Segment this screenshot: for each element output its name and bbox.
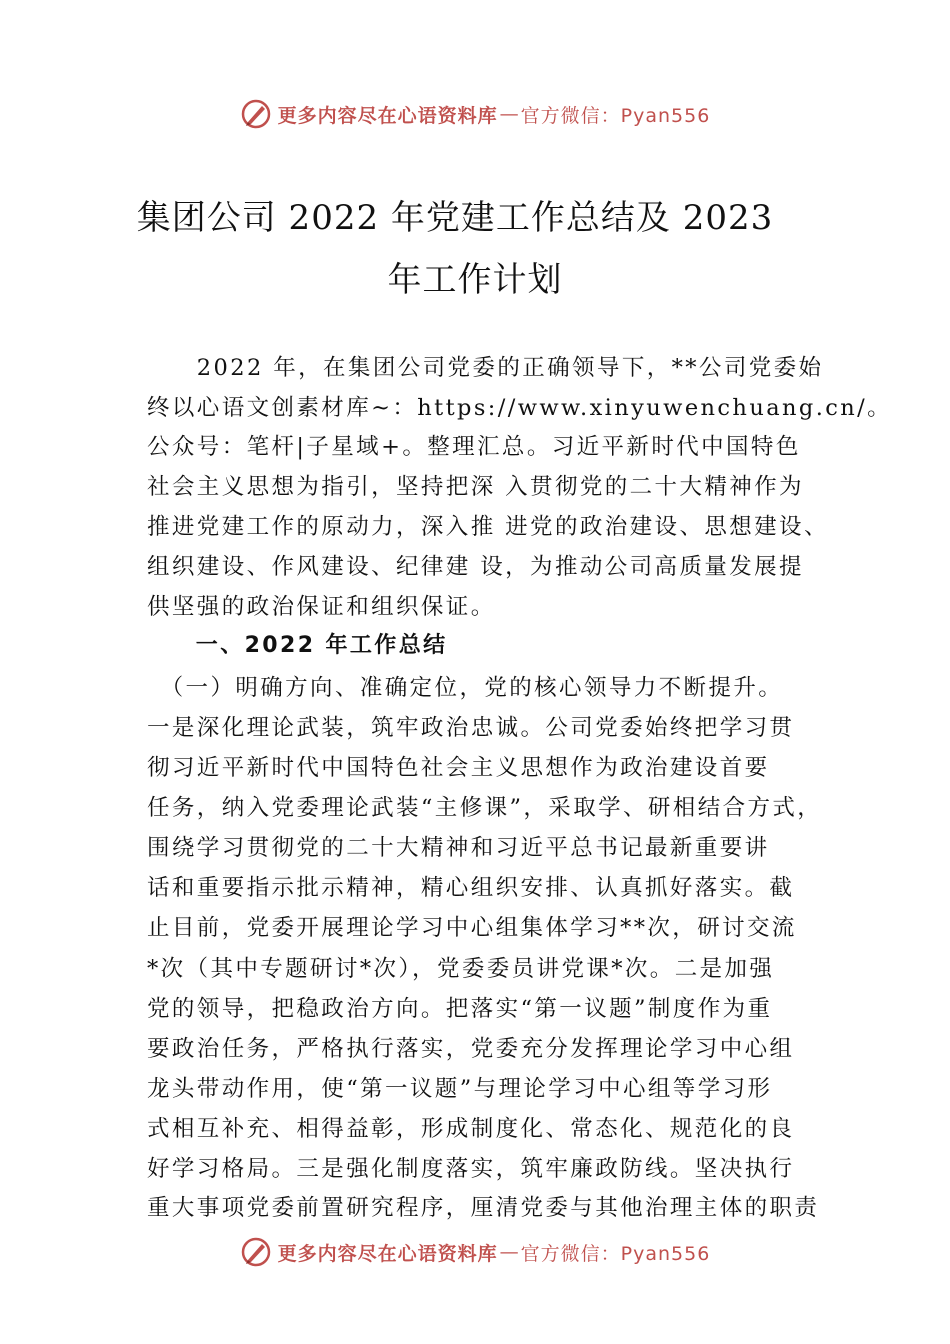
watermark-brand: 更多内容尽在心语资料库 [277, 104, 498, 127]
body-line-21: 好学习格局。三是强化制度落实，筑牢廉政防线。坚决执行 [147, 1156, 795, 1182]
section-heading: 一、2022 年工作总结 [147, 633, 448, 658]
watermark-contact: 官方微信：Pyan556 [520, 104, 711, 127]
body-line-15: 止目前，党委开展理论学习中心组集体学习**次，研讨交流 [147, 915, 797, 941]
body-line-4: 社会主义思想为指引，坚持把深 入贯彻党的二十大精神作为 [147, 474, 804, 500]
watermark-separator: — [499, 1241, 519, 1263]
watermark-brand: 更多内容尽在心语资料库 [277, 1242, 498, 1265]
body-line-17: 党的领导，把稳政治方向。把落实“第一议题”制度作为重 [147, 996, 773, 1022]
body-line-5: 推进党建工作的原动力，深入推 进党的政治建设、思想建设、 [147, 514, 829, 540]
watermark-banner-top [0, 94, 950, 134]
body-line-10: 一是深化理论武装，筑牢政治忠诚。公司党委始终把学习贯 [147, 715, 795, 741]
body-line-6: 组织建设、作风建设、纪律建 设，为推动公司高质量发展提 [147, 554, 804, 580]
pen-logo-icon [240, 1236, 272, 1268]
subsection-heading: （一）明确方向、准确定位，党的核心领导力不断提升。 [147, 675, 784, 701]
document-title-line-2: 年工作计划 [387, 260, 563, 300]
document-title-line-1: 集团公司 2022 年党建工作总结及 2023 [136, 198, 774, 238]
watermark-contact: 官方微信：Pyan556 [520, 1242, 711, 1265]
pen-logo-icon [240, 98, 272, 130]
body-line-11: 彻习近平新时代中国特色社会主义思想作为政治建设首要 [147, 755, 770, 781]
body-line-22: 重大事项党委前置研究程序，厘清党委与其他治理主体的职责 [147, 1195, 820, 1221]
body-line-7: 供坚强的政治保证和组织保证。 [147, 594, 496, 620]
body-line-20: 式相互补充、相得益彰，形成制度化、常态化、规范化的良 [147, 1116, 795, 1142]
body-line-1: 2022 年，在集团公司党委的正确领导下，**公司党委始 [147, 355, 824, 381]
body-line-14: 话和重要指示批示精神，精心组织安排、认真抓好落实。截 [147, 875, 795, 901]
body-line-16: *次（其中专题研讨*次），党委委员讲党课*次。二是加强 [147, 956, 775, 982]
body-line-13: 围绕学习贯彻党的二十大精神和习近平总书记最新重要讲 [147, 835, 770, 861]
body-line-18: 要政治任务，严格执行落实，党委充分发挥理论学习中心组 [147, 1036, 795, 1062]
body-line-3: 公众号：笔杆|子星域+。整理汇总。习近平新时代中国特色 [147, 434, 801, 460]
watermark-banner-bottom [0, 1232, 950, 1272]
watermark-separator: — [499, 103, 519, 125]
body-line-12: 任务，纳入党委理论武装“主修课”，采取学、研相结合方式， [147, 795, 823, 821]
body-line-2: 终以心语文创素材库~：https://www.xinyuwenchuang.cn/。 [147, 395, 893, 421]
body-line-19: 龙头带动作用，使“第一议题”与理论学习中心组等学习形 [147, 1076, 773, 1102]
